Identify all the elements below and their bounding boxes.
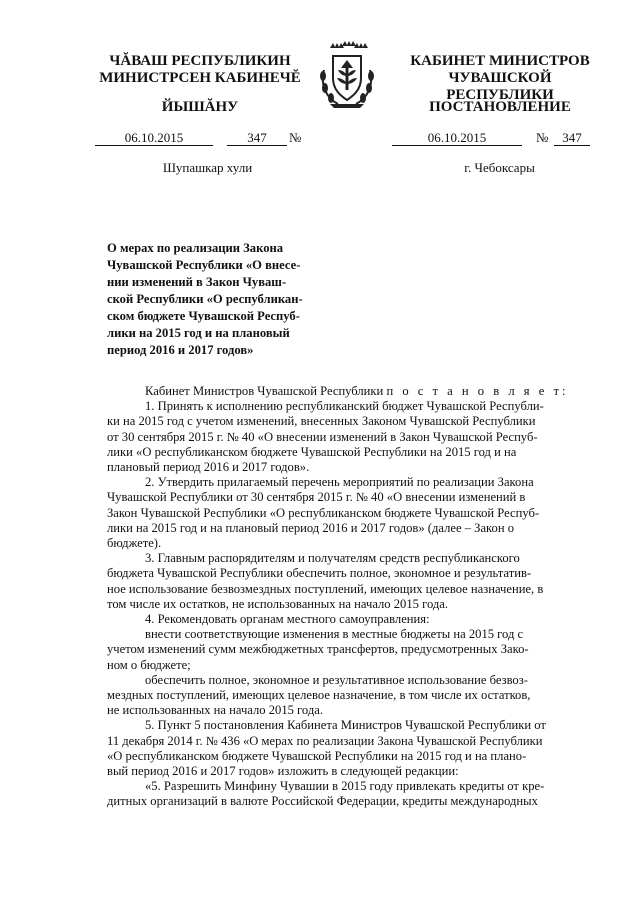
doc-type-chuvash: ЙЫШĂНУ <box>161 99 239 115</box>
paragraph-1: 1. Принять к исполнению республиканский бюджет Чувашской Республи- ки на 2015 год с учетом изменений, внесенных Законом Чувашской Республики от 30 сентября 2015 г. № 40 «О внесении изменений в Закон Чувашской Респуб- лики «О республиканском бюджете Чувашской Республики на 2015 год и на плановый период 2016 и 2017 годов». <box>107 399 544 475</box>
doc-type-russian: ПОСТАНОВЛЕНИЕ <box>429 99 571 115</box>
place-chuvash: Шупашкар хули <box>162 160 253 175</box>
number-sign-right: № <box>536 130 549 145</box>
paragraph-2: 2. Утвердить прилагаемый перечень мероприятий по реализации Закона Чувашской Республики от 30 сентября 2015 г. № 40 «О внесении изменений в Закон Чувашской Республики «О республиканском бюджете Чувашской Респуб- лики на 2015 год и на плановый период 2016 и 2017 годов» (далее – Закон о бюджете). <box>107 475 540 551</box>
paragraph-5: 5. Пункт 5 постановления Кабинета Министров Чувашской Республики от 11 декабря 2014 г. № 436 «О мерах по реализации Закона Чувашской Республики «О республиканском бюджете Чувашской Республики на 2015 год и на плано- вый период 2016 и 2017 годов» изложить в следующей редакции: <box>107 718 546 779</box>
paragraph-4: 4. Рекомендовать органам местного самоуправления: <box>145 612 430 627</box>
date-field-left: 06.10.2015 <box>95 130 213 146</box>
paragraph-4-item-2: обеспечить полное, экономное и результативное использование безвоз- мездных поступлений, имеющих целевое назначение, в том числе их остатков, не использованных на начало 2015 года. <box>107 672 531 718</box>
document-title: О мерах по реализации Закона Чувашской Республики «О внесе- нии изменений в Закон Чуваш- ской Республики «О республикан- ском бюджете Чувашской Респуб- лики на 2015 год и на плановый период 2016 и 2017 годов» <box>107 241 303 357</box>
issuer-name-russian: КАБИНЕТ МИНИСТРОВ ЧУВАШСКОЙ РЕСПУБЛИКИ <box>410 53 590 103</box>
preamble <box>107 384 595 399</box>
paragraph-5-quote: «5. Разрешить Минфину Чувашии в 2015 году привлекать кредиты от кре- дитных организаций в валюте Российской Федерации, кредиты международных <box>107 779 545 809</box>
paragraph-3: 3. Главным распорядителям и получателям средств республиканского бюджета Чувашской Республики обеспечить полное, экономное и результатив- ное использование безвозмездных поступлений, имеющих целевое назначение, в том числе их остатков, не использованных на начало 2015 года. <box>107 551 544 611</box>
place-russian: г. Чебоксары <box>464 160 535 175</box>
number-field-right: 347 <box>554 130 590 146</box>
registration-line-right <box>392 130 607 148</box>
preamble-text: Кабинет Министров Чувашской Республики <box>145 384 384 398</box>
registration-line-left <box>95 130 320 148</box>
document-body <box>107 384 595 810</box>
decree-word: п о с т а н о в л я е т: <box>386 384 569 398</box>
paragraph-4-item-1: внести соответствующие изменения в местные бюджеты на 2015 год с учетом изменений сумм межбюджетных трансфертов, предусмотренных Зако- ном о бюджете; <box>107 627 529 672</box>
date-field-right: 06.10.2015 <box>392 130 522 146</box>
coat-of-arms-icon <box>316 40 378 112</box>
issuer-name-chuvash: ЧĂВАШ РЕСПУБЛИКИН МИНИСТРСЕН КАБИНЕЧĔ <box>99 53 301 86</box>
number-field-left: 347 <box>227 130 287 146</box>
number-sign-left: № <box>289 130 302 145</box>
